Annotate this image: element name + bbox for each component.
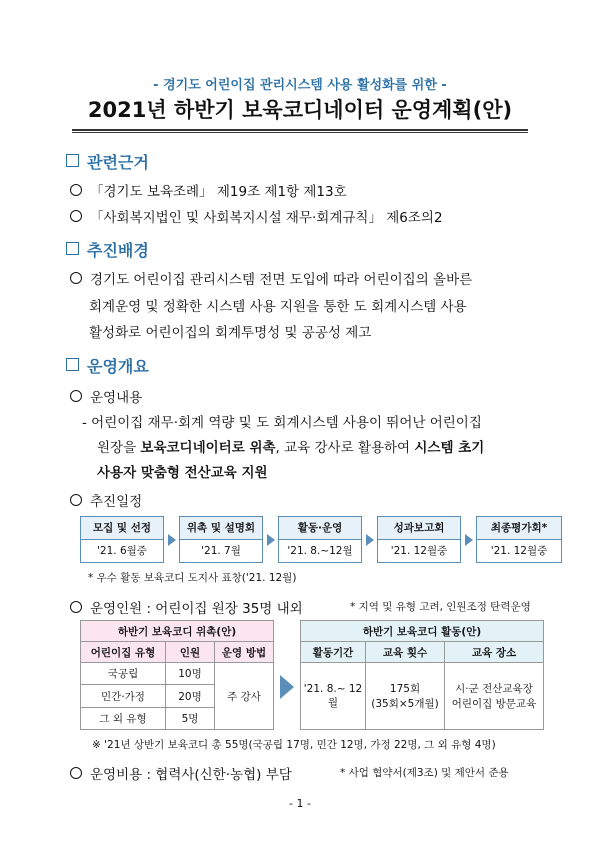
- schedule-step-5: [476, 516, 562, 563]
- schedule-step-title: 최종평가회*: [476, 516, 562, 540]
- content-line-2c: , 교육 강사로 활용하여: [275, 440, 415, 456]
- section-heading-basis: [66, 150, 149, 173]
- staff-note: * 지역 및 유형 고려, 인원조정 탄력운영: [350, 601, 531, 613]
- row-count: 5명: [166, 708, 215, 730]
- title-rule: [72, 129, 528, 131]
- background-line-3: 활성화로 어린이집의 회계투명성 및 공공성 제고: [89, 325, 372, 341]
- table-row: [81, 663, 274, 685]
- activity-place: [445, 663, 544, 730]
- circle-bullet-icon: [70, 272, 82, 284]
- schedule-step-date: '21. 8.~12월: [278, 540, 362, 563]
- content-line-1: - 어린이집 재무·회계 역량 및 도 회계시스템 사용이 뛰어난 어린이집: [82, 415, 482, 431]
- activity-sessions-detail: (35회×5개월): [371, 698, 439, 710]
- page-title: 2021년 하반기 보육코디네이터 운영계획(안): [87, 98, 513, 122]
- content-line-2a: 원장을: [97, 440, 141, 456]
- schedule-step-1: [80, 516, 164, 563]
- background-text-1: 경기도 어린이집 관리시스템 전면 도입에 따라 어린이집의 올바른: [90, 272, 473, 288]
- basis-item-2: [70, 206, 443, 226]
- content-line-2d: 시스템 초기: [414, 440, 485, 456]
- page-number: - 1 -: [289, 797, 311, 810]
- circle-bullet-icon: [70, 767, 82, 779]
- schedule-step-title: 성과보고회: [377, 516, 461, 540]
- schedule-step-4: [377, 516, 461, 563]
- schedule-step-3: [278, 516, 362, 563]
- content-line-3: 사용자 맞춤형 전산교육 지원: [97, 465, 268, 481]
- header-type: 어린이집 유형: [81, 642, 166, 663]
- schedule-label-text: 추진일정: [90, 494, 143, 510]
- circle-bullet-icon: [70, 184, 82, 196]
- schedule-step-date: '21. 7월: [179, 540, 263, 563]
- circle-bullet-icon: [70, 601, 82, 613]
- content-label-text: 운영내용: [90, 390, 143, 406]
- subtitle: - 경기도 어린이집 관리시스템 사용 활성화를 위한 -: [153, 78, 447, 93]
- arrow-right-icon: [280, 675, 294, 699]
- schedule-step-title: 위촉 및 설명회: [179, 516, 263, 540]
- cost-label: [70, 763, 292, 783]
- square-bullet-icon: [66, 358, 79, 371]
- staff-label: [70, 597, 303, 617]
- title-rule-thin: [72, 132, 528, 133]
- basis-item-1: [70, 180, 347, 200]
- row-type: 그 외 유형: [81, 708, 166, 730]
- circle-bullet-icon: [70, 210, 82, 222]
- square-bullet-icon: [66, 154, 79, 167]
- header-place: 교육 장소: [445, 642, 544, 663]
- row-method: 주 강사: [215, 663, 274, 730]
- arrow-right-icon: [267, 534, 275, 546]
- background-line-2: 회계운영 및 정확한 시스템 사용 지원을 통한 도 회계시스템 사용: [89, 299, 467, 315]
- content-label: [70, 386, 142, 406]
- row-count: 10명: [166, 663, 215, 685]
- row-type: 민간·가정: [81, 685, 166, 708]
- cost-label-text: 운영비용 : 협력사(신한·농협) 부담: [90, 767, 292, 783]
- activity-sessions-total: 175회: [389, 683, 421, 695]
- table-note: ※ '21년 상반기 보육코디 총 55명(국공립 17명, 민간 12명, 가정 22명, 그 외 유형 4명): [92, 739, 496, 751]
- activity-place-2: 어린이집 방문교육: [451, 698, 537, 710]
- schedule-step-2: [179, 516, 263, 563]
- schedule-step-date: '21. 12월중: [377, 540, 461, 563]
- table-row: [301, 663, 544, 730]
- schedule-step-date: '21. 12월중: [476, 540, 562, 563]
- activity-table-title: 하반기 보육코디 활동(안): [301, 621, 544, 642]
- arrow-right-icon: [168, 534, 176, 546]
- header-method: 운영 방법: [215, 642, 274, 663]
- activity-sessions: [366, 663, 445, 730]
- section-heading-overview: [66, 354, 149, 377]
- section-basis-title: 관련근거: [87, 153, 149, 172]
- section-background-title: 추진배경: [87, 241, 149, 260]
- row-type: 국공립: [81, 663, 166, 685]
- circle-bullet-icon: [70, 390, 82, 402]
- staff-label-text: 운영인원 : 어린이집 원장 35명 내외: [90, 601, 303, 617]
- content-line-2b: 보육코디네이터로 위촉: [140, 440, 276, 456]
- row-count: 20명: [166, 685, 215, 708]
- appointment-table-title: 하반기 보육코디 위촉(안): [81, 621, 274, 642]
- activity-place-1: 시·군 전산교육장: [455, 683, 533, 695]
- schedule-label: [70, 490, 142, 510]
- header-sessions: 교육 횟수: [366, 642, 445, 663]
- section-overview-title: 운영개요: [87, 357, 149, 376]
- background-line-1: [70, 268, 472, 288]
- section-heading-background: [66, 238, 149, 261]
- header-period: 활동기간: [301, 642, 366, 663]
- appointment-table: [80, 620, 274, 730]
- content-line-2: [97, 436, 484, 456]
- activity-table: [300, 620, 544, 730]
- cost-note: * 사업 협약서(제3조) 및 제안서 준용: [340, 767, 509, 779]
- schedule-note: * 우수 활동 보육코디 도지사 표창('21. 12월): [88, 572, 297, 584]
- circle-bullet-icon: [70, 494, 82, 506]
- arrow-right-icon: [366, 534, 374, 546]
- basis-item-2-text: 「사회복지법인 및 사회복지시설 재무·회계규칙」 제6조의2: [90, 210, 443, 226]
- square-bullet-icon: [66, 242, 79, 255]
- arrow-right-icon: [465, 534, 473, 546]
- header-count: 인원: [166, 642, 215, 663]
- schedule-step-title: 활동·운영: [278, 516, 362, 540]
- basis-item-1-text: 「경기도 보육조례」 제19조 제1항 제13호: [90, 184, 347, 200]
- activity-period: '21. 8.~ 12월: [301, 663, 366, 730]
- schedule-step-title: 모집 및 선정: [80, 516, 164, 540]
- schedule-step-date: '21. 6월중: [80, 540, 164, 563]
